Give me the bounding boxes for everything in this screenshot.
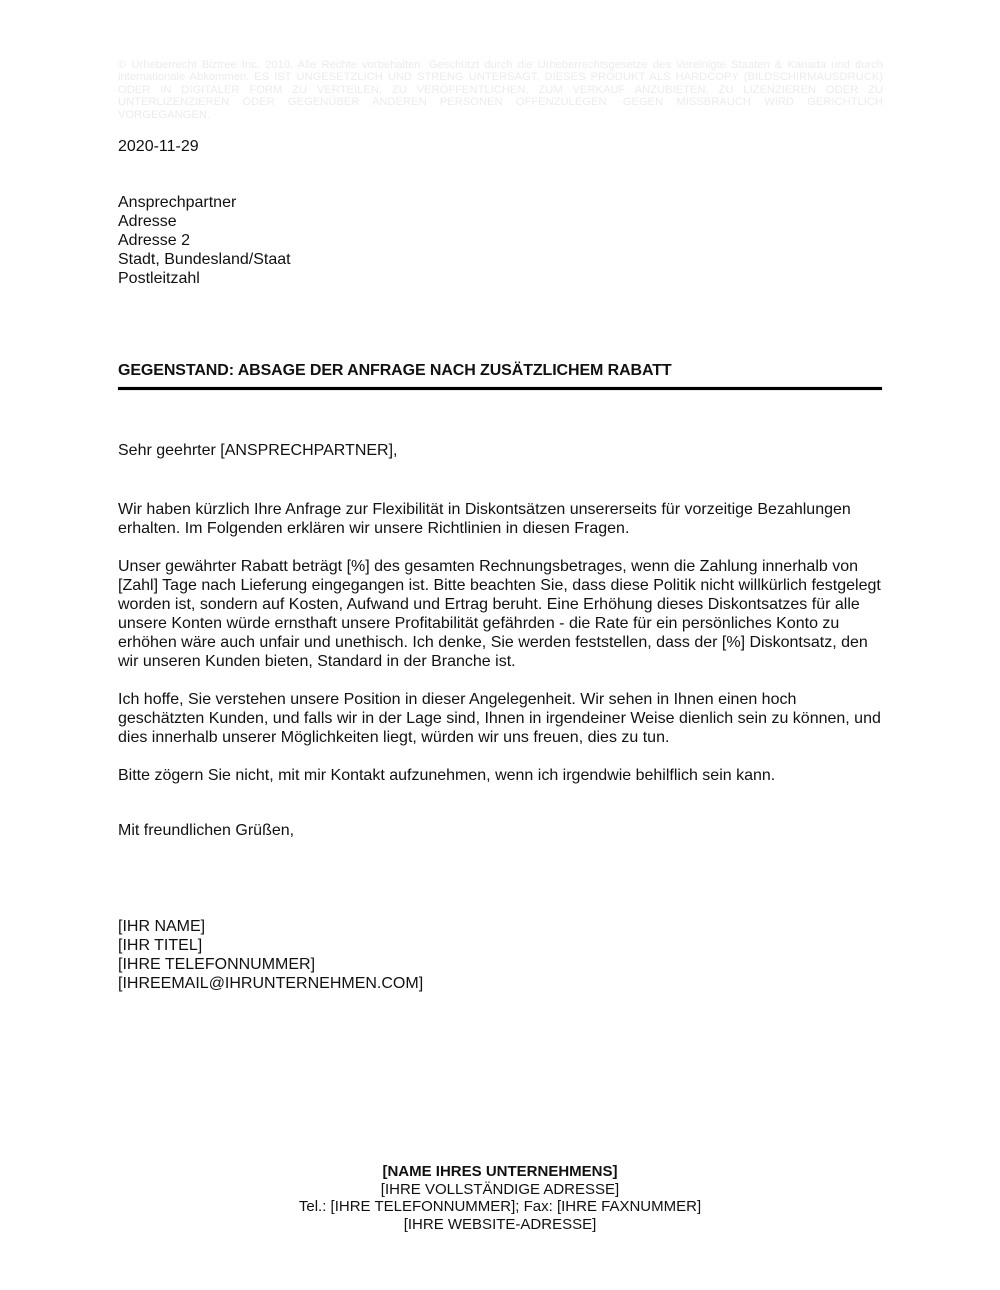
- body-paragraph: Bitte zögern Sie nicht, mit mir Kontakt aufzunehmen, wenn ich irgendwie behilflich sein kann.: [118, 767, 776, 784]
- signature-name: [IHR NAME]: [118, 918, 206, 935]
- salutation: Sehr geehrter [ANSPRECHPARTNER],: [118, 442, 398, 459]
- recipient-postal-code: Postleitzahl: [118, 270, 200, 287]
- recipient-city-state: Stadt, Bundesland/Staat: [118, 251, 291, 268]
- copyright-notice: © Urheberrecht Biztree Inc. 2010. Alle Rechte vorbehalten. Geschützt durch die Urheberrechtsgesetze des Vereinigte Staaten & Kanada und durch internationale Abkommen. ES IST UNGESETZLICH UND STRENG UNTERSAGT, DIESES PRODUKT ALS HARDCOPY (BILDSCHIRMAUSDRUCK) ODER IN DIGITALER FORM ZU VERTEILEN, ZU VERÖFFENTLICHEN, ZUM VERKAUF ANZUBIETEN, ZU LIZENZIEREN ODER ZU UNTERLIZENZIEREN ODER GEGENÜBER ANDEREN PERSONEN OFFENZULEGEN. GEGEN MISSBRAUCH WIRD GERICHTLICH VORGEGANGEN.: [118, 59, 883, 121]
- footer-website: [IHRE WEBSITE-ADRESSE]: [403, 1215, 597, 1233]
- body-paragraph: Ich hoffe, Sie verstehen unsere Position in dieser Angelegenheit. Wir sehen in Ihnen einen hoch geschätzten Kunden, und falls wir in der Lage sind, Ihnen in irgendeiner Weise dienlich sein zu können, und dies innerhalb unserer Möglichkeiten liegt, würden wir uns freuen, dies zu tun.: [118, 691, 881, 746]
- signature-block: [118, 917, 423, 993]
- subject-divider: [118, 387, 882, 390]
- footer-address: [IHRE VOLLSTÄNDIGE ADRESSE]: [380, 1180, 620, 1198]
- footer-contact: Tel.: [IHRE TELEFONNUMMER]; Fax: [IHRE FAXNUMMER]: [298, 1198, 702, 1215]
- signature-phone: [IHRE TELEFONNUMMER]: [118, 956, 316, 973]
- closing: Mit freundlichen Grüßen,: [118, 822, 295, 839]
- recipient-contact: Ansprechpartner: [118, 194, 237, 211]
- recipient-address-block: [118, 193, 291, 288]
- subject-heading: GEGENSTAND: ABSAGE DER ANFRAGE NACH ZUSÄTZLICHEM RABATT: [118, 362, 672, 379]
- signature-email: [IHREEMAIL@IHRUNTERNEHMEN.COM]: [118, 975, 424, 992]
- signature-title: [IHR TITEL]: [118, 937, 203, 954]
- company-footer: [0, 1163, 1000, 1233]
- body-paragraph: Wir haben kürzlich Ihre Anfrage zur Flexibilität in Diskontsätzen unsererseits für vorzeitige Bezahlungen erhalten. Im Folgenden erklären wir unsere Richtlinien in diesen Fragen.: [118, 501, 851, 537]
- letter-body: [118, 500, 883, 804]
- letter-date: 2020-11-29: [118, 138, 199, 155]
- footer-company-name: [NAME IHRES UNTERNEHMENS]: [382, 1163, 618, 1180]
- body-paragraph: Unser gewährter Rabatt beträgt [%] des gesamten Rechnungsbetrages, wenn die Zahlung innerhalb von [Zahl] Tage nach Lieferung eingegangen ist. Bitte beachten Sie, dass diese Politik nicht willkürlich festgelegt worden ist, sondern auf Kosten, Aufwand und Ertrag beruht. Eine Erhöhung dieses Diskontsatzes für alle unsere Konten würde ernsthaft unsere Profitabilität gefährden - die Rate für ein persönliches Konto zu erhöhen wäre auch unfair und unethisch. Ich denke, Sie werden feststellen, dass der [%] Diskontsatz, den wir unseren Kunden bieten, Standard in der Branche ist.: [118, 558, 881, 670]
- recipient-address-line-2: Adresse 2: [118, 232, 191, 249]
- recipient-address-line-1: Adresse: [118, 213, 177, 230]
